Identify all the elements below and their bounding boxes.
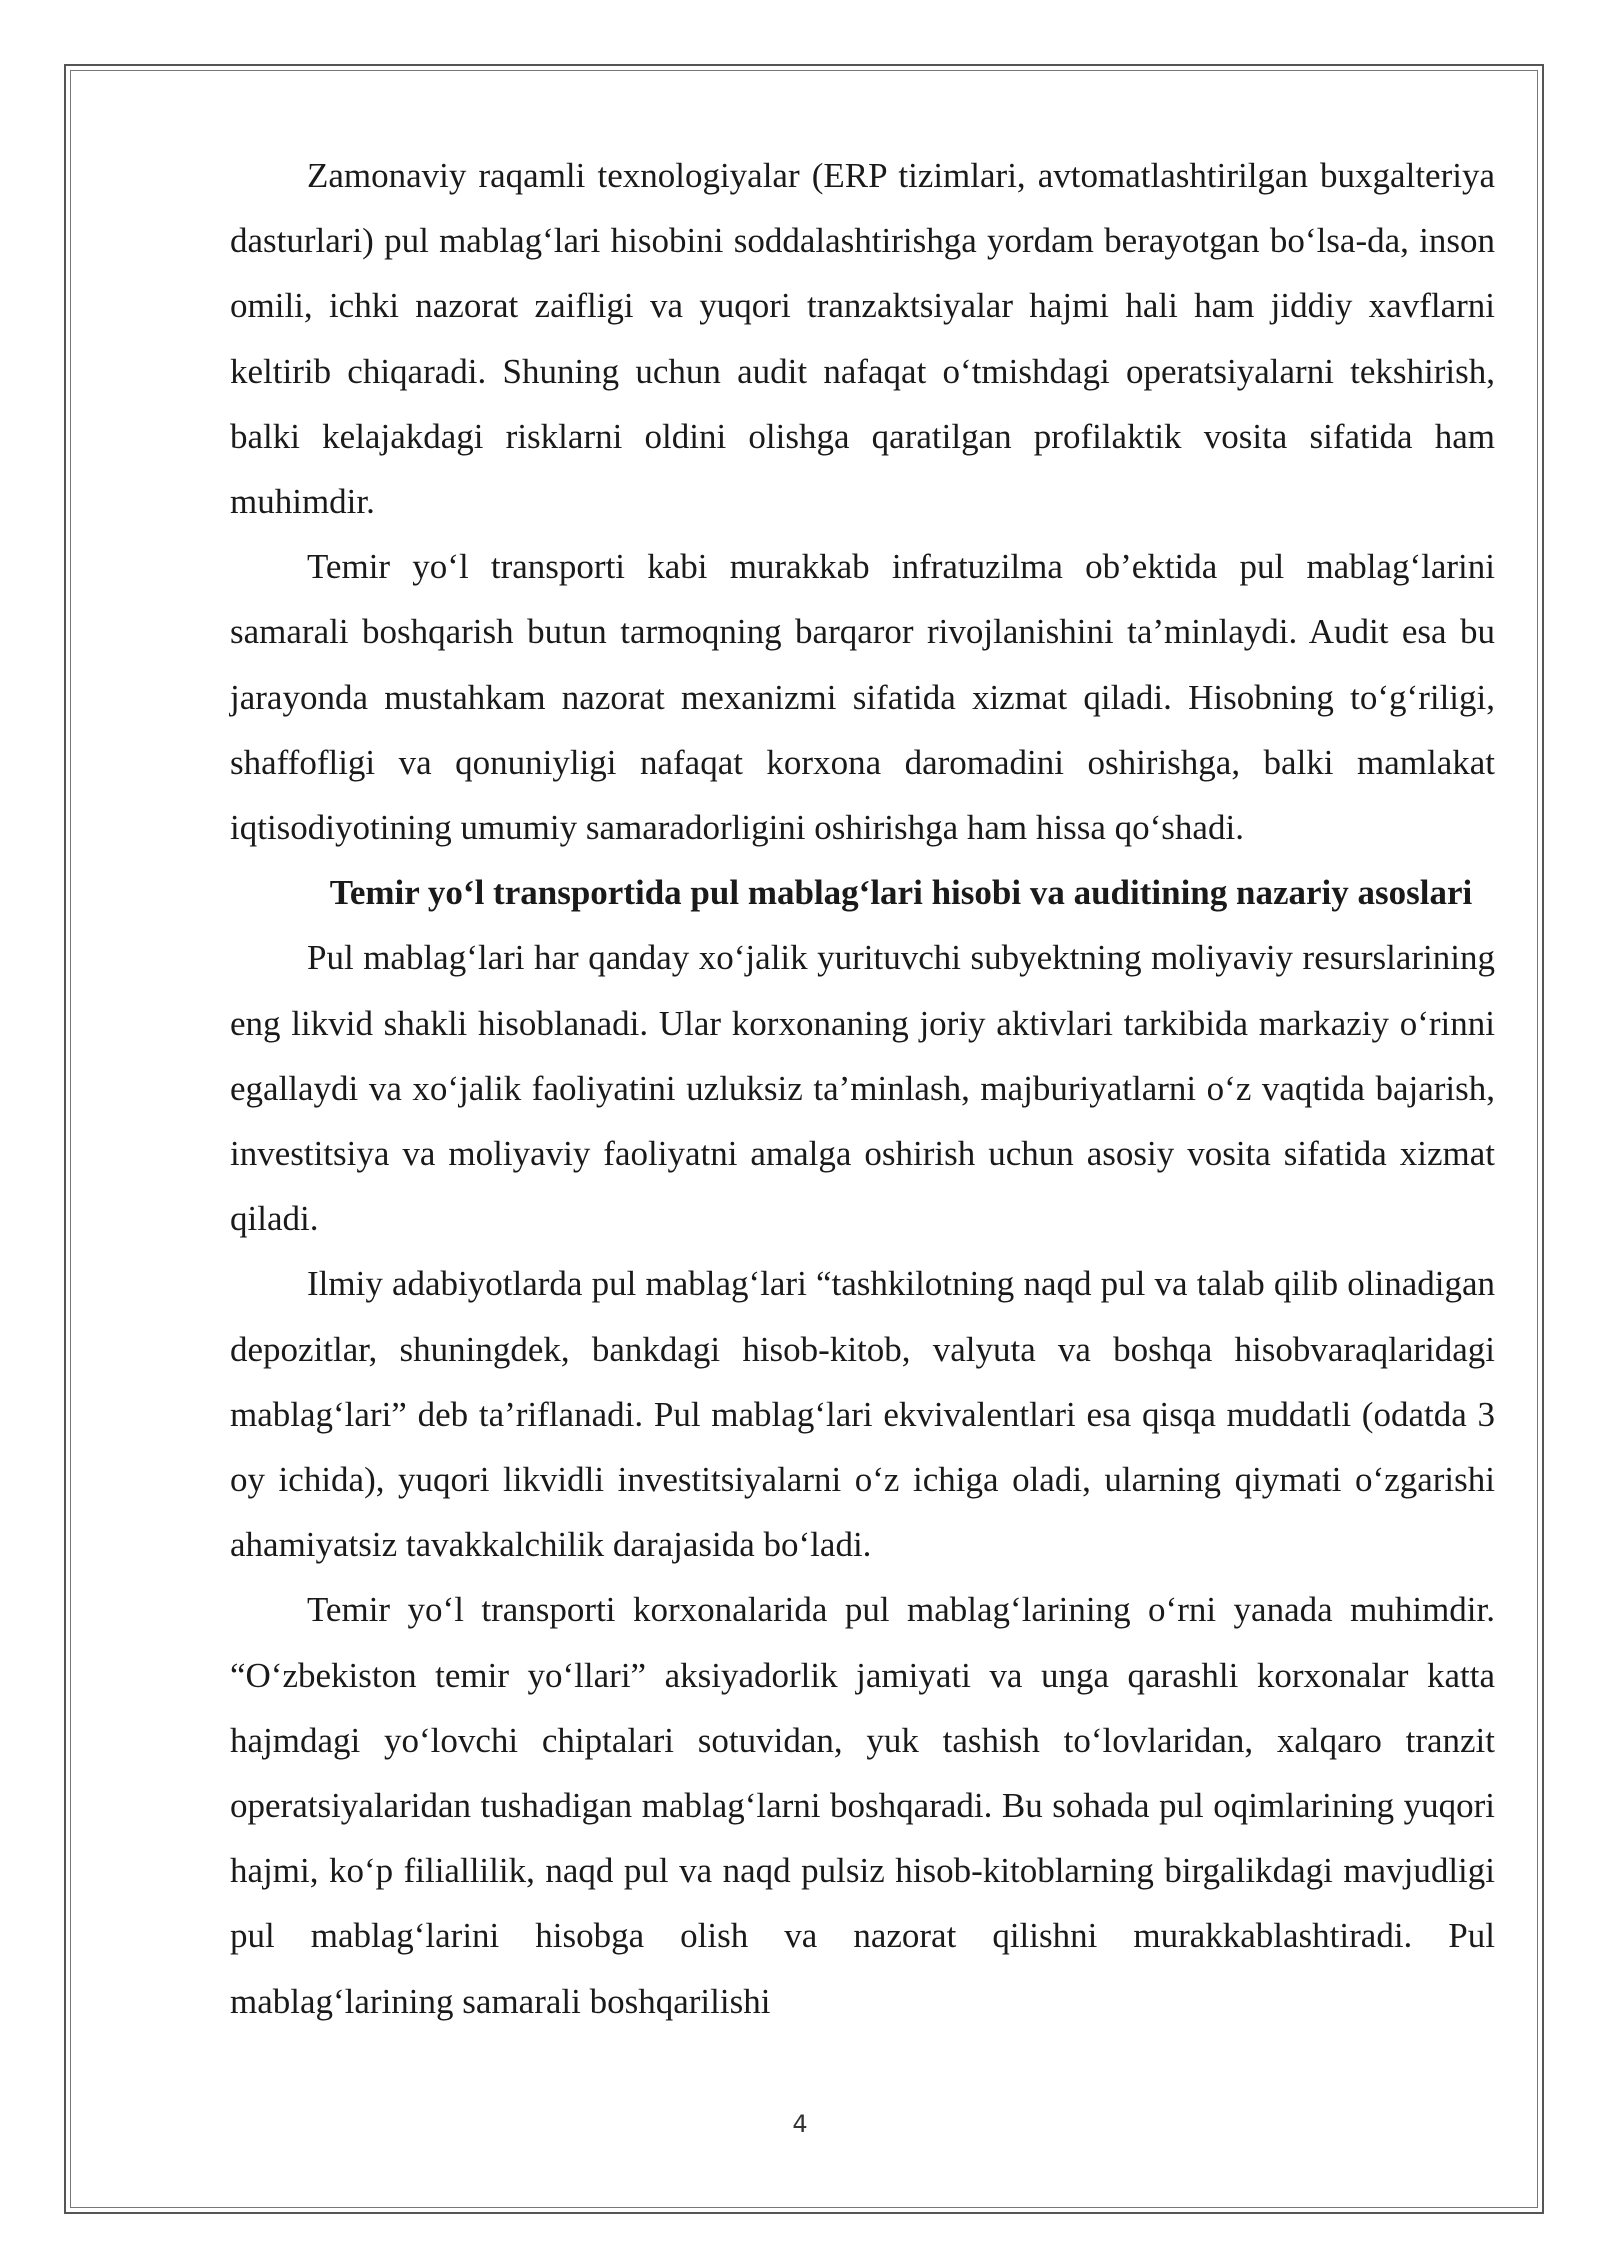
paragraph-cash-definition: Pul mablag‘lari har qanday xo‘jalik yurituvchi subyektning moliyaviy resurslarining eng likvid shakli hisoblanadi. Ular korxonaning joriy aktivlari tarkibida markaziy o‘rinni egallaydi va xo‘jalik faoliyatini uzluksiz ta’minlash, majburiyatlarni o‘z vaqtida bajarish, investitsiya va moliyaviy faoliyatni amalga oshirish uchun asosiy vosita sifatida xizmat qiladi. bbox=[230, 938, 1495, 1239]
paragraph-digital-tech: Zamonaviy raqamli texnologiyalar (ERP tizimlari, avtomatlashtirilgan buxgalteriya dasturlari) pul mablag‘lari hisobini soddalashtirishga yordam berayotgan bo‘lsa-da, inson omili, ichki nazorat zaifligi va yuqori tranzaktsiyalar hajmi hali ham jiddiy xavflarni keltirib chiqaradi. Shuning uchun audit nafaqat o‘tmishdagi operatsiyalarni tekshirish, balki kelajakdagi risklarni oldini olishga qaratilgan profilaktik vosita sifatida ham muhimdir. bbox=[230, 156, 1495, 522]
paragraph-railway-cash-management: Temir yo‘l transporti kabi murakkab infratuzilma ob’ektida pul mablag‘larini samarali boshqarish butun tarmoqning barqaror rivojlanishini ta’minlaydi. Audit esa bu jarayonda mustahkam nazorat mexanizmi sifatida xizmat qiladi. Hisobning to‘g‘riligi, shaffofligi va qonuniyligi nafaqat korxona daromadini oshirishga, balki mamlakat iqtisodiyotining umumiy samaradorligini oshirishga ham hissa qo‘shadi. bbox=[230, 547, 1495, 848]
paragraph-scientific-literature: Ilmiy adabiyotlarda pul mablag‘lari “tashkilotning naqd pul va talab qilib olinadigan depozitlar, shuningdek, bankdagi hisob-kitob, valyuta va boshqa hisobvaraqlaridagi mablag‘lari” deb ta’riflanadi. Pul mablag‘lari ekvivalentlari esa qisqa muddatli (odatda 3 oy ichida), yuqori likvidli investitsiyalarni o‘z ichiga oladi, ularning qiymati o‘zgarishi ahamiyatsiz tavakkalchilik darajasida bo‘ladi. bbox=[230, 1264, 1495, 1565]
paragraph-railway-enterprises: Temir yo‘l transporti korxonalarida pul mablag‘larining o‘rni yanada muhimdir. “O‘zbekiston temir yo‘llari” aksiyadorlik jamiyati va unga qarashli korxonalar katta hajmdagi yo‘lovchi chiptalari sotuvidan, yuk tashish to‘lovlaridan, xalqaro tranzit operatsiyalaridan tushadigan mablag‘larni boshqaradi. Bu sohada pul oqimlarining yuqori hajmi, ko‘p filiallilik, naqd pul va naqd pulsiz hisob-kitoblarning birgalikdagi mavjudligi pul mablag‘larini hisobga olish va nazorat qilishni murakkablashtiradi. Pul mablag‘larining samarali boshqarilishi bbox=[230, 1590, 1495, 2021]
section-heading: Temir yo‘l transportida pul mablag‘lari hisobi va auditining nazariy asoslari bbox=[329, 873, 1473, 913]
document-body bbox=[230, 143, 1495, 2034]
page-number: 4 bbox=[792, 2110, 808, 2138]
